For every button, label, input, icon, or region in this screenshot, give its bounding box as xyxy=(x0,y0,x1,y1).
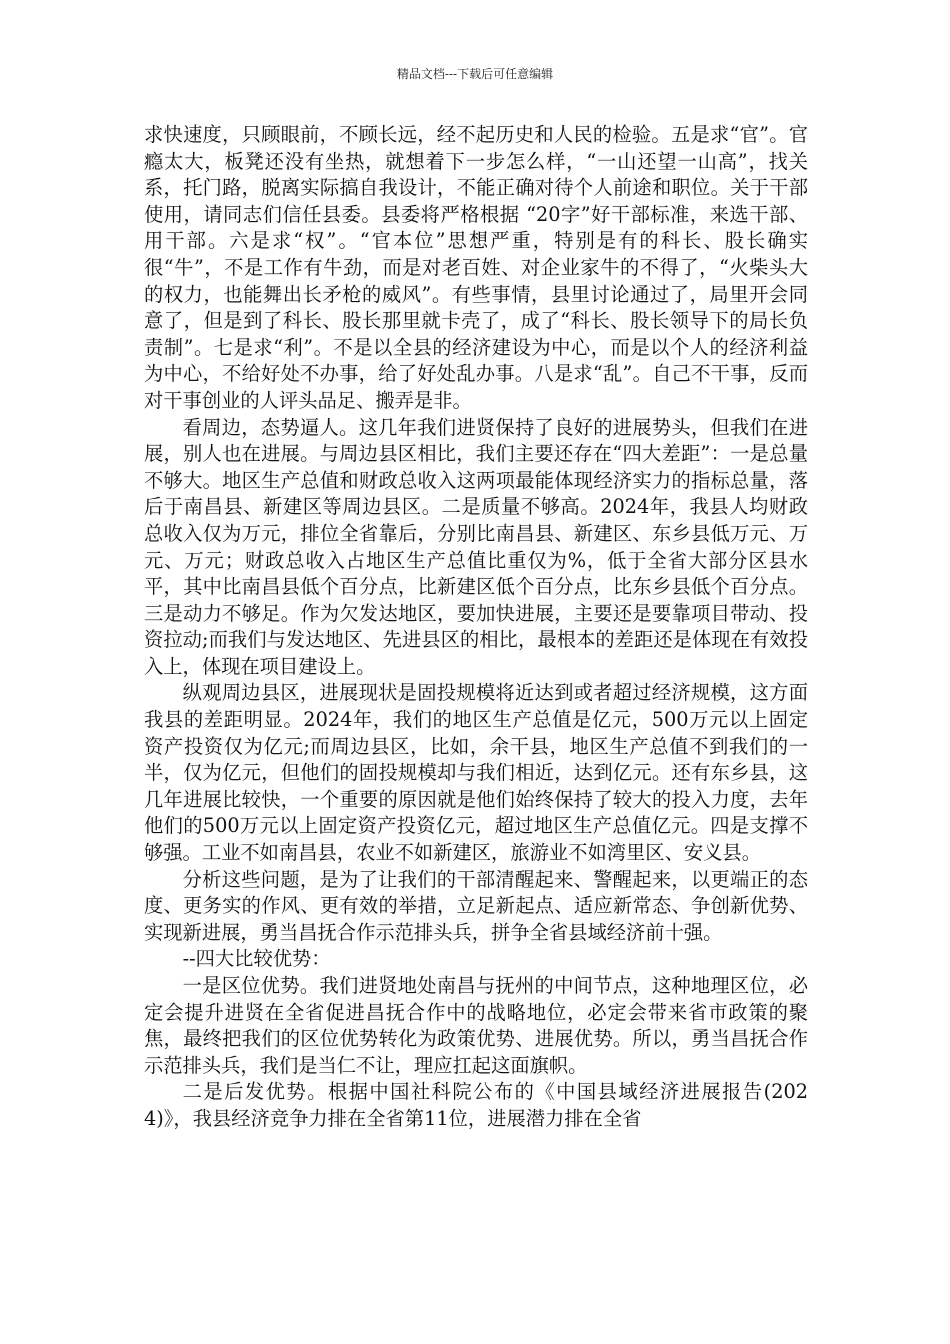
paragraph-analysis-purpose: 分析这些问题，是为了让我们的干部清醒起来、警醒起来，以更端正的态度、更务实的作风、更有效的举措，立足新起点、适应新常态、争创新优势、实现新进展，勇当昌抚合作示范排头兵，拼争全省县域经济前十强。 xyxy=(144,867,808,944)
document-body xyxy=(144,122,808,1133)
paragraph-neighboring-counties: 纵观周边县区，进展现状是固投规模将近达到或者超过经济规模，这方面我县的差距明显。2024年，我们的地区生产总值是亿元，500万元以上固定资产投资仅为亿元;而周边县区，比如，余干县，地区生产总值不到我们的一半，仅为亿元，但他们的固投规模却与我们相近，达到亿元。还有东乡县，这几年进展比较快，一个重要的原因就是他们始终保持了较大的投入力度，去年他们的500万元以上固定资产投资亿元，超过地区生产总值亿元。四是支撑不够强。工业不如南昌县，农业不如新建区，旅游业不如湾里区、安义县。 xyxy=(144,681,808,865)
page-header: 精品文档---下载后可任意编辑 xyxy=(396,67,554,81)
paragraph-late-mover-advantage: 二是后发优势。根据中国社科院公布的《中国县域经济进展报告(2024)》，我县经济竞争力排在全省第11位，进展潜力排在全省 xyxy=(144,1080,808,1130)
paragraph-officials-problems: 求快速度，只顾眼前，不顾长远，经不起历史和人民的检验。五是求“官”。官瘾太大，板凳还没有坐热，就想着下一步怎么样，“一山还望一山高”，找关系，托门路，脱离实际搞自我设计，不能正确对待个人前途和职位。关于干部使用，请同志们信任县委。县委将严格根据 “20字”好干部标准，来选干部、用干部。六是求“权”。“官本位”思想严重，特别是有的科长、股长确实很“牛”，不是工作有牛劲，而是对老百姓、对企业家牛的不得了，“火柴头大的权力，也能舞出长矛枪的威风”。有些事情，县里讨论通过了，局里开会同意了，但是到了科长、股长那里就卡壳了，成了“科长、股长领导下的局长负责制”。七是求“利”。不是以全县的经济建设为中心，而是以个人的经济利益为中心，不给好处不办事，给了好处乱办事。八是求“乱”。自己不干事，反而对干事创业的人评头品足、搬弄是非。 xyxy=(144,123,808,412)
section-heading-four-advantages: --四大比较优势： xyxy=(182,947,331,971)
paragraph-four-gaps: 看周边，态势逼人。这几年我们进贤保持了良好的进展势头，但我们在进展，别人也在进展。与周边县区相比，我们主要还存在“四大差距”：一是总量不够大。地区生产总值和财政总收入这两项最能体现经济实力的指标总量，落后于南昌县、新建区等周边县区。二是质量不够高。2024年，我县人均财政总收入仅为万元，排位全省靠后，分别比南昌县、新建区、东乡县低万元、万元、万元；财政总收入占地区生产总值比重仅为%，低于全省大部分区县水平，其中比南昌县低个百分点，比新建区低个百分点，比东乡县低个百分点。三是动力不够足。作为欠发达地区，要加快进展，主要还是要靠项目带动、投资拉动;而我们与发达地区、先进县区的相比，最根本的差距还是体现在有效投入上，体现在项目建设上。 xyxy=(144,415,808,678)
paragraph-location-advantage: 一是区位优势。我们进贤地处南昌与抚州的中间节点，这种地理区位，必定会提升进贤在全省促进昌抚合作中的战略地位，必定会带来省市政策的聚焦，最终把我们的区位优势转化为政策优势、进展优势。所以，勇当昌抚合作示范排头兵，我们是当仁不让，理应扛起这面旗帜。 xyxy=(144,974,808,1077)
